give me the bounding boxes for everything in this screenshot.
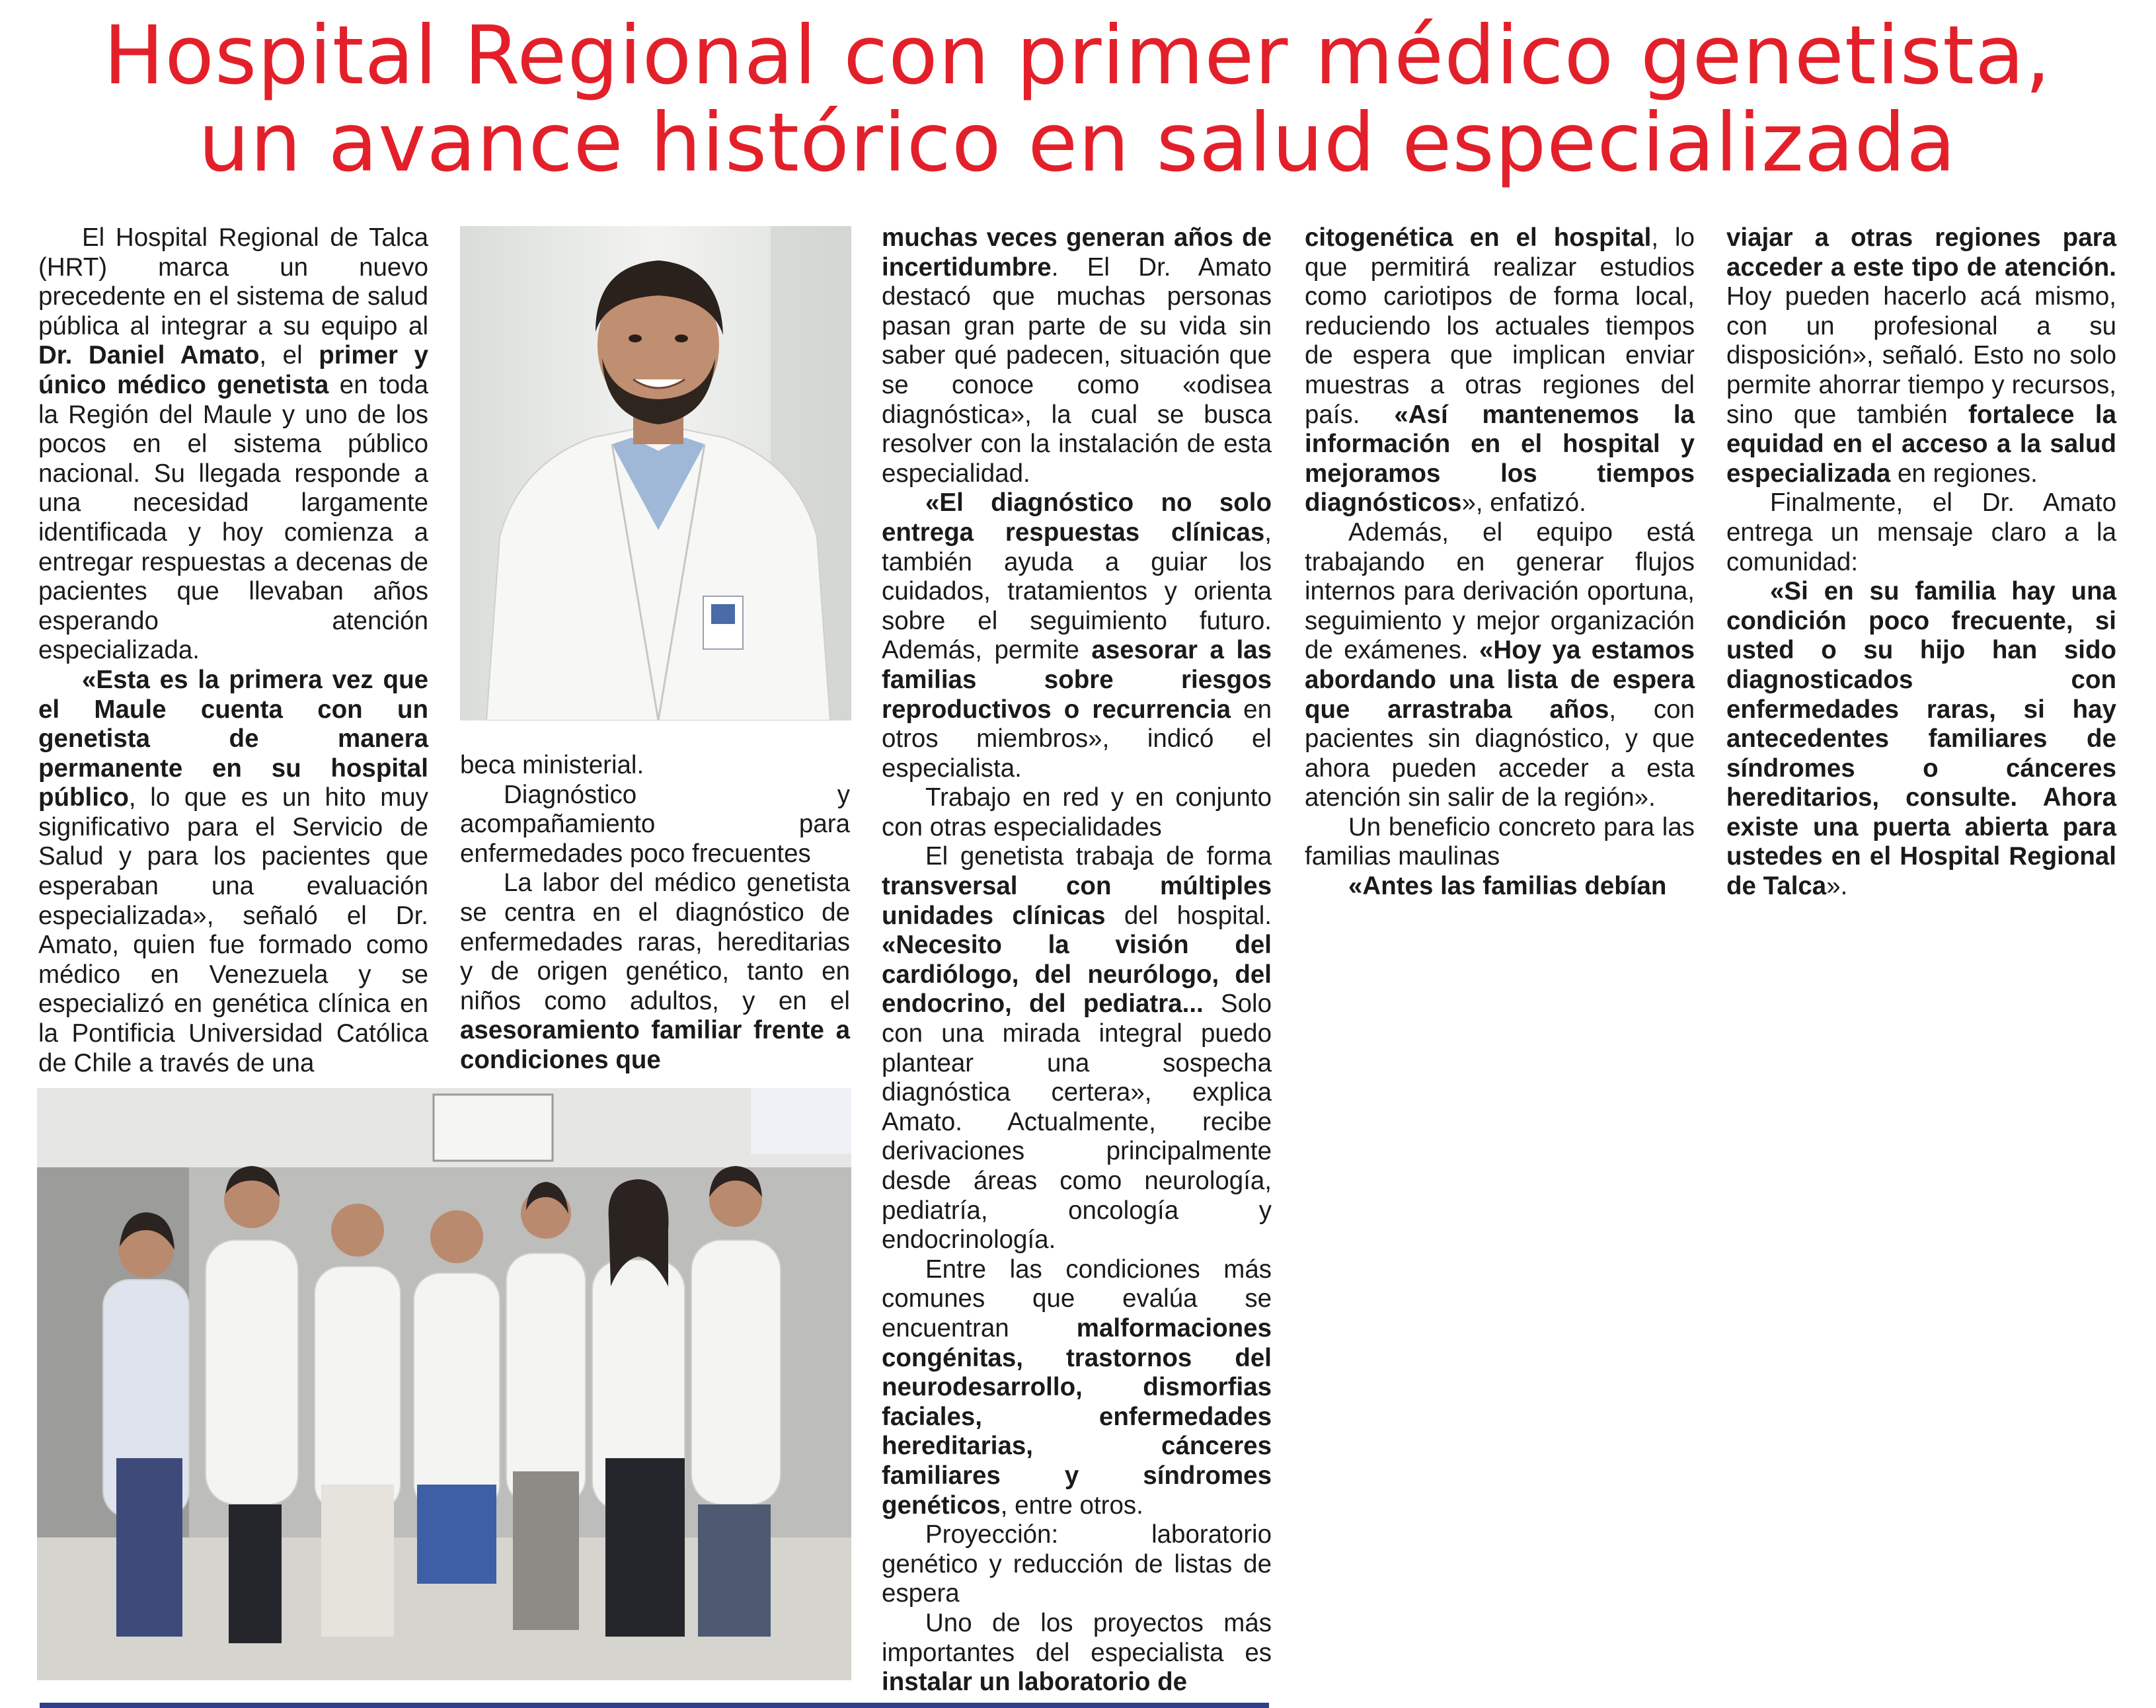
text-run: Entre las condiciones más comunes que evalúa se encuentran [882,1255,1272,1342]
bold-text-run: asesorar a las familias sobre riesgos reproductivos o recurrencia [882,636,1272,724]
text-run: », enfatizó. [1461,488,1586,518]
bold-text-run: viajar a otras regiones para acceder a este tipo de atención. [1726,223,2116,282]
text-run: , lo que permitirá realizar estudios como cariotipos de forma local, reduciendo los actuales tiempos de espera que implican enviar muestras a otras regiones del país. [1305,223,1695,429]
article-column-3 [882,223,1272,1697]
paragraph [38,666,428,1078]
bold-text-run: «Así mantenemos la información en el hospital y mejoramos los tiempos diagnósticos [1305,400,1695,518]
bold-text-run: «Antes las familias debían [1348,872,1667,901]
bold-text-run: transversal con múltiples unidades clínicas [882,872,1272,930]
text-run: Uno de los proyectos más importantes del especialista es [882,1608,1272,1667]
bold-text-run: Dr. Daniel Amato [38,341,260,370]
group-illustration [37,1088,851,1680]
paragraph [1305,223,1695,518]
bold-text-run: malformaciones congénitas, trastornos del neurodesarrollo, dismorfias faciales, enfermedades hereditarias, cánceres familiares y síndromes genéticos [882,1313,1272,1520]
article-column-5 [1726,223,2116,902]
text-run: El Hospital Regional de Talca (HRT) marca un nuevo precedente en el sistema de salud pública al integrar a su equipo al [38,223,428,340]
paragraph [1726,223,2116,488]
section-subheading: Un beneficio concreto para las familias maulinas [1305,812,1695,871]
section-subheading: Diagnóstico y acompañamiento para enfermedades poco frecuentes [460,780,850,868]
text-run: del hospital. [1105,901,1272,930]
bold-text-run: fortalece la equidad en el acceso a la salud especializada [1726,400,2117,488]
text-run: . El Dr. Amato destacó que muchas personas pasan gran parte de su vida sin saber qué padecen, situación que se conoce como «odisea diagnóstica», la cual se busca resolver con la instalación de esta especialidad. [882,252,1272,488]
bold-text-run: instalar un laboratorio de [882,1668,1188,1697]
headline-line-2: un avance histórico en salud especializada [198,96,1956,190]
bold-text-run: «El diagnóstico no solo entrega respuestas clínicas [882,488,1272,547]
article-column-4 [1305,223,1695,902]
paragraph [882,488,1272,783]
section-subheading: Proyección: laboratorio genético y reducción de listas de espera [882,1520,1272,1608]
text-run: Hoy pueden hacerlo acá mismo, con un profesional a su disposición», señaló. Esto no solo permite ahorrar tiempo y recursos, sino que también [1726,282,2116,429]
bold-text-run: asesoramiento familiar frente a condiciones que [460,1016,850,1074]
bold-text-run: primer y único médico genetista [38,341,428,399]
text-run: La labor del médico genetista se centra en el diagnóstico de enfermedades raras, hereditarias y de origen genético, tanto en niños como adultos, y en el [460,869,850,1015]
bold-text-run: «Esta es la primera vez que el Maule cuenta con un genetista de manera permanente en su hospital público [38,665,428,812]
article-column-1 [38,223,428,1078]
paragraph [38,223,428,666]
article-column-2 [460,751,850,1075]
text-run: en otros miembros», indicó el especialista. [882,695,1272,783]
bold-text-run: «Hoy ya estamos abordando una lista de espera que arrastraba años [1305,636,1695,724]
portrait-illustration [460,226,851,720]
text-run: , entre otros. [1000,1491,1143,1520]
text-run: , con pacientes sin diagnóstico, y que ahora pueden acceder a esta atención sin salir de la región». [1305,695,1695,812]
headline-line-1: Hospital Regional con primer médico genetista, [103,9,2052,102]
text-run: El genetista trabaja de forma [925,842,1272,871]
text-run: , también ayuda a guiar los cuidados, tratamientos y orienta sobre el seguimiento futuro. Además, permite [882,518,1272,665]
bold-text-run: «Necesito la visión del cardiólogo, del neurólogo, del endocrino, del pediatra... [882,931,1272,1019]
paragraph [1726,577,2116,902]
paragraph [882,1255,1272,1520]
paragraph [882,223,1272,488]
paragraph [882,1609,1272,1697]
text-run: , lo que es un hito muy significativo para el Servicio de Salud y para los pacientes que esperaban una evaluación especializada», señaló el Dr. Amato, quien fue formado como médico en Venezuela y se especializó en genética clínica en la Pontificia Universidad Católica de Chile a través de una [38,783,428,1077]
text-run: en toda la Región del Maule y uno de los pocos en el sistema público nacional. Su llegada responde a una necesidad largamente identificada y hoy comienza a entregar respuestas a decenas de pacientes que llevaban años esperando atención especializada. [38,370,428,665]
bold-text-run: «Si en su familia hay una condición poco frecuente, si usted o su hijo han sido diagnosticados con enfermedades raras, si hay antecedentes familiares de síndromes o cánceres hereditarios, consulte. Ahora existe una puerta abierta para ustedes en el Hospital Regional de Talca [1726,577,2116,901]
bottom-rule [40,1703,1269,1708]
paragraph: Finalmente, el Dr. Amato entrega un mensaje claro a la comunidad: [1726,488,2116,576]
headline [20,9,2135,190]
bold-text-run: muchas veces generan años de incertidumbre [882,223,1272,282]
text-run: Solo con una mirada integral puedo plantear una sospecha diagnóstica certera», explica Amato. Actualmente, recibe derivaciones principalmente desde áreas como neurología, pediatría, oncología y endocrinología. [882,990,1272,1255]
portrait-photo [460,226,851,720]
bold-text-run: citogenética en el hospital [1305,223,1652,252]
team-group-photo [37,1088,851,1680]
section-subheading: Trabajo en red y en conjunto con otras especialidades [882,783,1272,841]
paragraph [460,869,850,1075]
paragraph: beca ministerial. [460,751,644,779]
text-run: ». [1826,872,1848,901]
paragraph [1305,872,1695,902]
text-run: en regiones. [1890,459,2038,488]
text-run: Además, el equipo está trabajando en generar flujos internos para derivación oportuna, seguimiento y mejor organización de exámenes. [1305,518,1695,665]
paragraph [882,842,1272,1255]
paragraph [1305,518,1695,813]
text-run: , el [259,341,319,370]
